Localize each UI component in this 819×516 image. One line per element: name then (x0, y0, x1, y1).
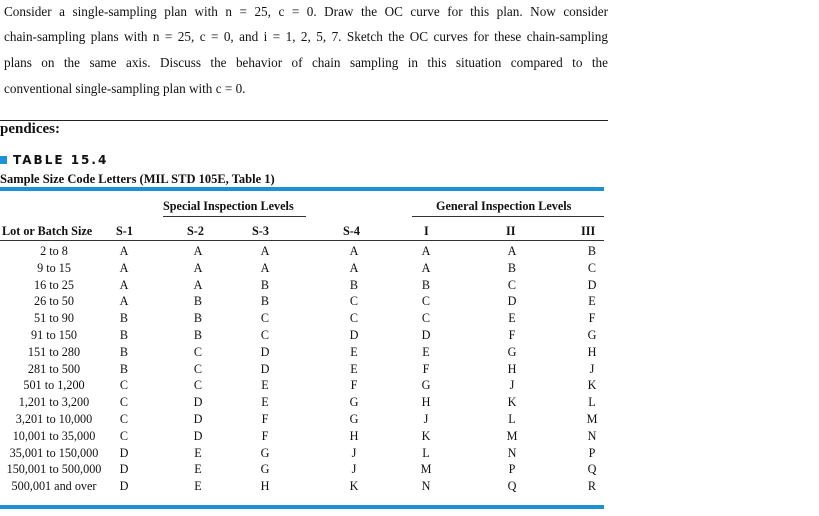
lot-size-cell: 9 to 15 (37, 260, 71, 275)
code-letter-cell: D (421, 328, 431, 342)
code-letter-cell: B (119, 344, 129, 359)
code-letter-cell: K (507, 395, 517, 410)
code-letter-cell: C (587, 260, 597, 275)
code-letter-cell: L (588, 395, 596, 410)
lot-size-cell: 16 to 25 (34, 277, 74, 292)
code-letter-cell: D (193, 428, 203, 443)
problem-line-3: plans on the same axis. Discuss the behavior of chain sampling in this situation compared to the (4, 55, 608, 70)
lot-size-cell: 150,001 to 500,000 (6, 462, 102, 477)
code-letter-cell: N (507, 445, 517, 460)
code-letter-cell: A (260, 260, 270, 275)
code-letter-cell: L (422, 445, 430, 460)
code-letter-cell: A (193, 244, 203, 258)
code-letter-cell: J (423, 412, 429, 426)
code-letter-cell: K (349, 479, 359, 494)
code-letter-cell: D (119, 445, 129, 460)
code-letter-cell: C (349, 294, 359, 309)
code-letter-cell: R (587, 479, 597, 494)
code-letter-cell: D (507, 294, 517, 309)
problem-line-4: conventional single-sampling plan with c = 0. (4, 81, 246, 96)
code-letter-cell: A (119, 294, 129, 309)
column-header: S-2 (187, 224, 204, 238)
code-letter-cell: E (350, 361, 358, 376)
lot-size-cell: 51 to 90 (34, 311, 74, 326)
code-letter-cell: F (422, 361, 430, 376)
column-header: Lot or Batch Size (2, 224, 93, 238)
code-letter-cell: P (508, 462, 516, 477)
code-letter-cell: C (193, 361, 203, 376)
lot-size-cell: 91 to 150 (30, 328, 78, 342)
code-letter-cell: N (421, 479, 431, 494)
code-letter-cell: C (119, 395, 129, 410)
group-header-special: Special Inspection Levels (163, 199, 294, 213)
group-header-general: General Inspection Levels (436, 199, 572, 213)
code-letter-cell: D (349, 328, 359, 342)
lot-size-cell: 35,001 to 150,000 (9, 445, 99, 460)
code-letter-cell: C (119, 378, 129, 393)
code-letter-cell: D (193, 412, 203, 426)
code-letter-cell: F (508, 328, 516, 342)
table-label (0, 153, 108, 167)
lot-size-cell: 3,201 to 10,000 (15, 412, 93, 426)
code-letter-cell: B (119, 311, 129, 326)
code-letter-cell: B (193, 328, 203, 342)
code-letter-cell: D (119, 462, 129, 477)
code-letter-cell: A (119, 260, 129, 275)
code-letter-cell: B (119, 361, 129, 376)
code-letter-cell: C (260, 311, 270, 326)
code-letter-cell: G (260, 462, 270, 477)
code-letter-cell: M (420, 462, 432, 477)
code-letter-cell: B (507, 260, 517, 275)
code-letter-cell: G (421, 378, 431, 393)
table-caption: Sample Size Code Letters (MIL STD 105E, Table 1) (0, 172, 275, 186)
lot-size-cell: 26 to 50 (34, 294, 74, 309)
lot-size-cell: 501 to 1,200 (23, 378, 85, 393)
code-letter-cell: D (587, 277, 597, 292)
column-header: III (581, 224, 596, 238)
code-letter-cell: M (586, 412, 598, 426)
column-header: I (424, 224, 429, 238)
code-letter-cell: H (260, 479, 270, 494)
code-letter-cell: E (194, 462, 202, 477)
code-letter-cell: E (588, 294, 596, 309)
code-letter-cell: G (507, 344, 517, 359)
code-letter-cell: B (193, 294, 203, 309)
code-letter-cell: Q (587, 462, 597, 477)
appendices-heading: pendices: (0, 121, 60, 137)
code-letter-cell: A (507, 244, 517, 258)
code-letter-cell: D (119, 479, 129, 494)
code-letter-cell: B (349, 277, 359, 292)
code-letter-cell: A (349, 244, 359, 258)
code-letter-cell: A (119, 244, 129, 258)
table-label-marker-icon (0, 156, 7, 164)
column-header: II (506, 224, 516, 238)
code-letter-cell: B (193, 311, 203, 326)
code-letter-cell: B (260, 277, 270, 292)
code-letter-cell: A (260, 244, 270, 258)
code-letter-cell: F (350, 378, 358, 393)
code-letter-cell: E (422, 344, 430, 359)
lot-size-cell: 281 to 500 (27, 361, 81, 376)
code-letter-cell: G (260, 445, 270, 460)
table-label-text: TABLE 15.4 (13, 153, 109, 167)
column-header: S-1 (116, 224, 133, 238)
group-rule-special (163, 216, 306, 217)
code-letter-cell: P (588, 445, 596, 460)
code-letter-cell: D (260, 344, 270, 359)
lot-size-cell: 1,201 to 3,200 (18, 395, 90, 410)
code-letter-cell: B (587, 244, 597, 258)
code-letter-cell: E (508, 311, 516, 326)
code-letter-cell: C (193, 344, 203, 359)
code-letter-cell: F (261, 428, 269, 443)
code-letter-cell: C (260, 328, 270, 342)
table-bottom-bar (0, 505, 604, 509)
code-letter-cell: J (351, 445, 357, 460)
problem-line-2: chain-sampling plans with n = 25, c = 0, and i = 1, 2, 5, 7. Sketch the OC curves for these chain-sampling (4, 29, 608, 44)
code-letter-cell: A (349, 260, 359, 275)
column-header: S-3 (252, 224, 269, 238)
code-letter-cell: B (421, 277, 431, 292)
code-letter-cell: H (421, 395, 431, 410)
lot-size-cell: 151 to 280 (27, 344, 81, 359)
code-letter-cell: E (194, 479, 202, 494)
code-letter-cell: N (587, 428, 597, 443)
section-divider (0, 120, 608, 121)
code-letter-cell: E (261, 395, 269, 410)
problem-line-1: Consider a single-sampling plan with n = 25, c = 0. Draw the OC curve for this plan. Now consider (4, 4, 608, 19)
code-letter-cell: A (421, 244, 431, 258)
code-letter-cell: E (350, 344, 358, 359)
code-letter-cell: C (193, 378, 203, 393)
code-letter-cell: K (587, 378, 597, 393)
code-letter-cell: D (260, 361, 270, 376)
code-letter-cell: J (509, 378, 515, 393)
code-letter-cell: Q (507, 479, 517, 494)
table-top-bar (0, 187, 604, 191)
header-rule (0, 240, 604, 241)
code-letter-cell: C (421, 294, 431, 309)
code-letter-cell: F (588, 311, 596, 326)
code-letter-cell: C (507, 277, 517, 292)
code-letter-cell: J (589, 361, 595, 376)
code-letter-cell: A (193, 277, 203, 292)
code-letter-cell: D (193, 395, 203, 410)
code-letter-cell: G (587, 328, 597, 342)
code-letter-cell: F (261, 412, 269, 426)
code-letter-cell: L (508, 412, 516, 426)
column-header: S-4 (343, 224, 360, 238)
code-letter-cell: E (194, 445, 202, 460)
code-letter-cell: G (349, 395, 359, 410)
code-letter-cell: A (421, 260, 431, 275)
code-letter-cell: E (261, 378, 269, 393)
code-letter-cell: C (119, 412, 129, 426)
code-letter-cell: H (349, 428, 359, 443)
code-letter-cell: K (421, 428, 431, 443)
code-letter-cell: A (119, 277, 129, 292)
code-letter-cell: A (193, 260, 203, 275)
code-letter-cell: B (119, 328, 129, 342)
lot-size-cell: 500,001 and over (11, 479, 97, 494)
code-letter-cell: B (260, 294, 270, 309)
group-rule-general (412, 216, 604, 217)
code-letter-cell: J (351, 462, 357, 477)
code-letter-cell: H (587, 344, 597, 359)
code-letter-cell: C (349, 311, 359, 326)
code-letter-cell: G (349, 412, 359, 426)
code-letter-cell: H (507, 361, 517, 376)
lot-size-cell: 2 to 8 (40, 244, 68, 258)
code-letter-cell: C (119, 428, 129, 443)
code-letter-cell: C (421, 311, 431, 326)
code-letter-cell: M (506, 428, 518, 443)
lot-size-cell: 10,001 to 35,000 (12, 428, 96, 443)
